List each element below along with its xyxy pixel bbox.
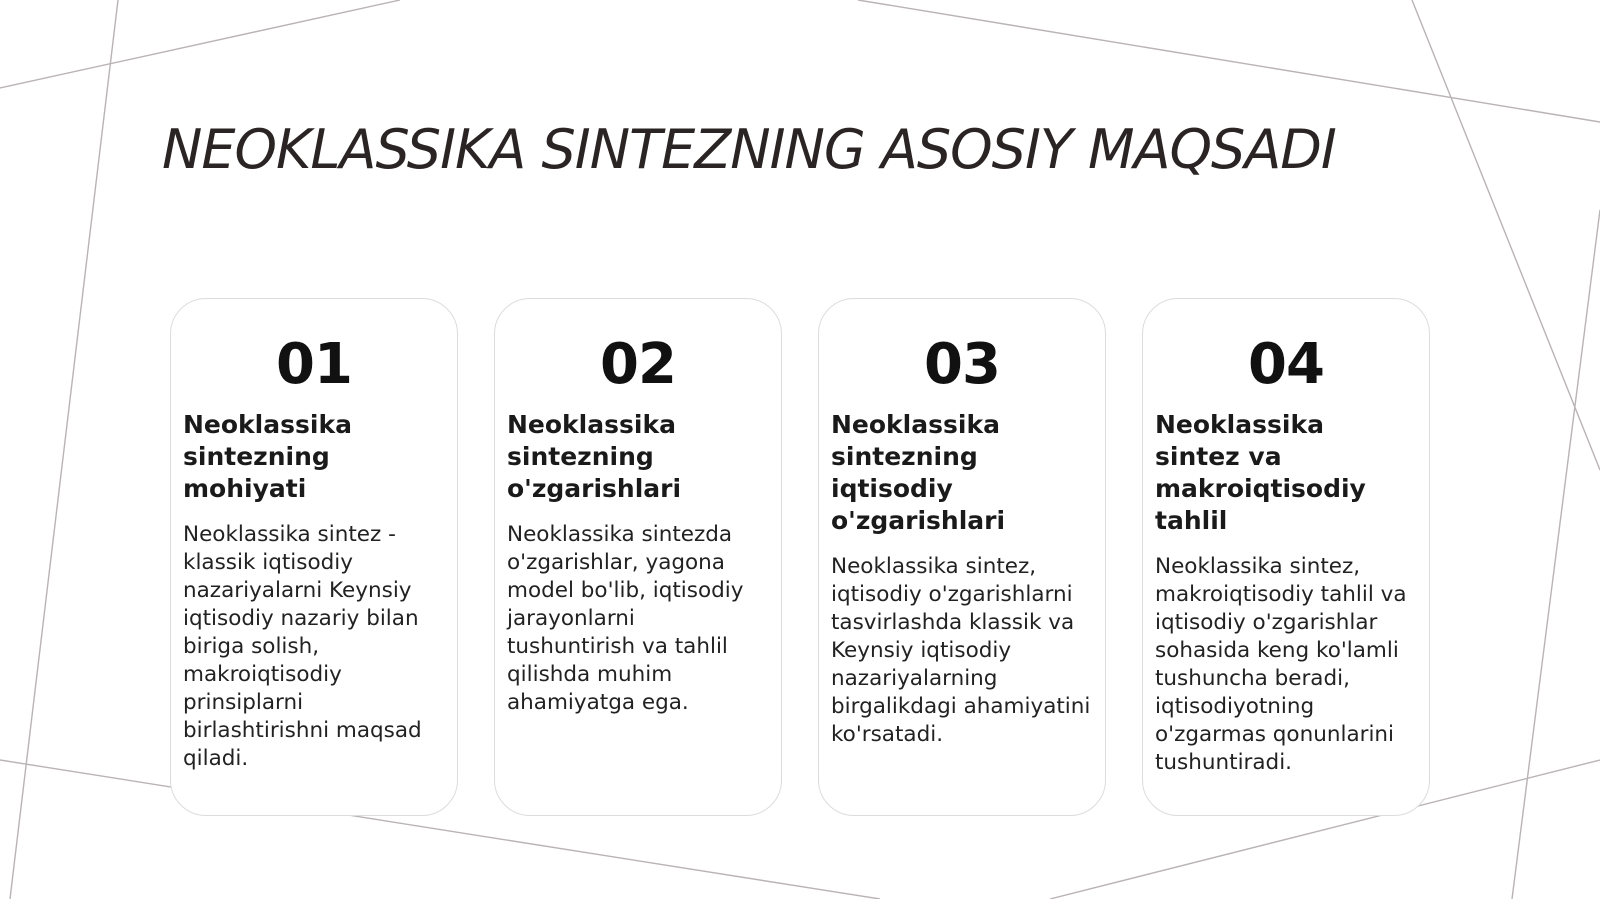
card-heading: Neoklassika sintezning iqtisodiy o'zgarishlari — [831, 410, 1006, 535]
card-number: 04 — [1248, 332, 1324, 397]
slide-title: NEOKLASSIKA SINTEZNING ASOSIY MAQSADI — [162, 118, 1336, 181]
card-04 — [1142, 298, 1430, 816]
card-body: Neoklassika sintez, makroiqtisodiy tahlil va iqtisodiy o'zgarishlar sohasida keng ko'lamli tushuncha beradi, iqtisodiyotning o'zgarmas qonunlarini tushuntiradi. — [1155, 554, 1407, 775]
card-heading: Neoklassika sintezning o'zgarishlari — [507, 410, 682, 503]
card-02 — [494, 298, 782, 816]
decor-line — [0, 0, 400, 88]
card-number: 02 — [600, 332, 676, 397]
decor-line — [858, 0, 1600, 122]
card-body: Neoklassika sintez, iqtisodiy o'zgarishlarni tasvirlashda klassik va Keynsiy iqtisodiy nazariyalarning birgalikdagi ahamiyatini ko'rsatadi. — [831, 554, 1091, 747]
card-heading: Neoklassika sintez va makroiqtisodiy tahlil — [1155, 410, 1366, 535]
card-number: 03 — [924, 332, 1000, 397]
card-03 — [818, 298, 1106, 816]
card-number: 01 — [276, 332, 352, 397]
card-body: Neoklassika sintez - klassik iqtisodiy nazariyalarni Keynsiy iqtisodiy nazariy bilan biriga solish, makroiqtisodiy prinsiplarni birlashtirishni maqsad qiladi. — [183, 522, 422, 771]
card-heading: Neoklassika sintezning mohiyati — [183, 410, 352, 503]
decor-line — [1412, 0, 1600, 470]
card-body: Neoklassika sintezda o'zgarishlar, yagona model bo'lib, iqtisodiy jarayonlarni tushuntirish va tahlil qilishda muhim ahamiyatga ega. — [507, 522, 744, 715]
decor-line — [1512, 210, 1600, 899]
card-01 — [170, 298, 458, 816]
